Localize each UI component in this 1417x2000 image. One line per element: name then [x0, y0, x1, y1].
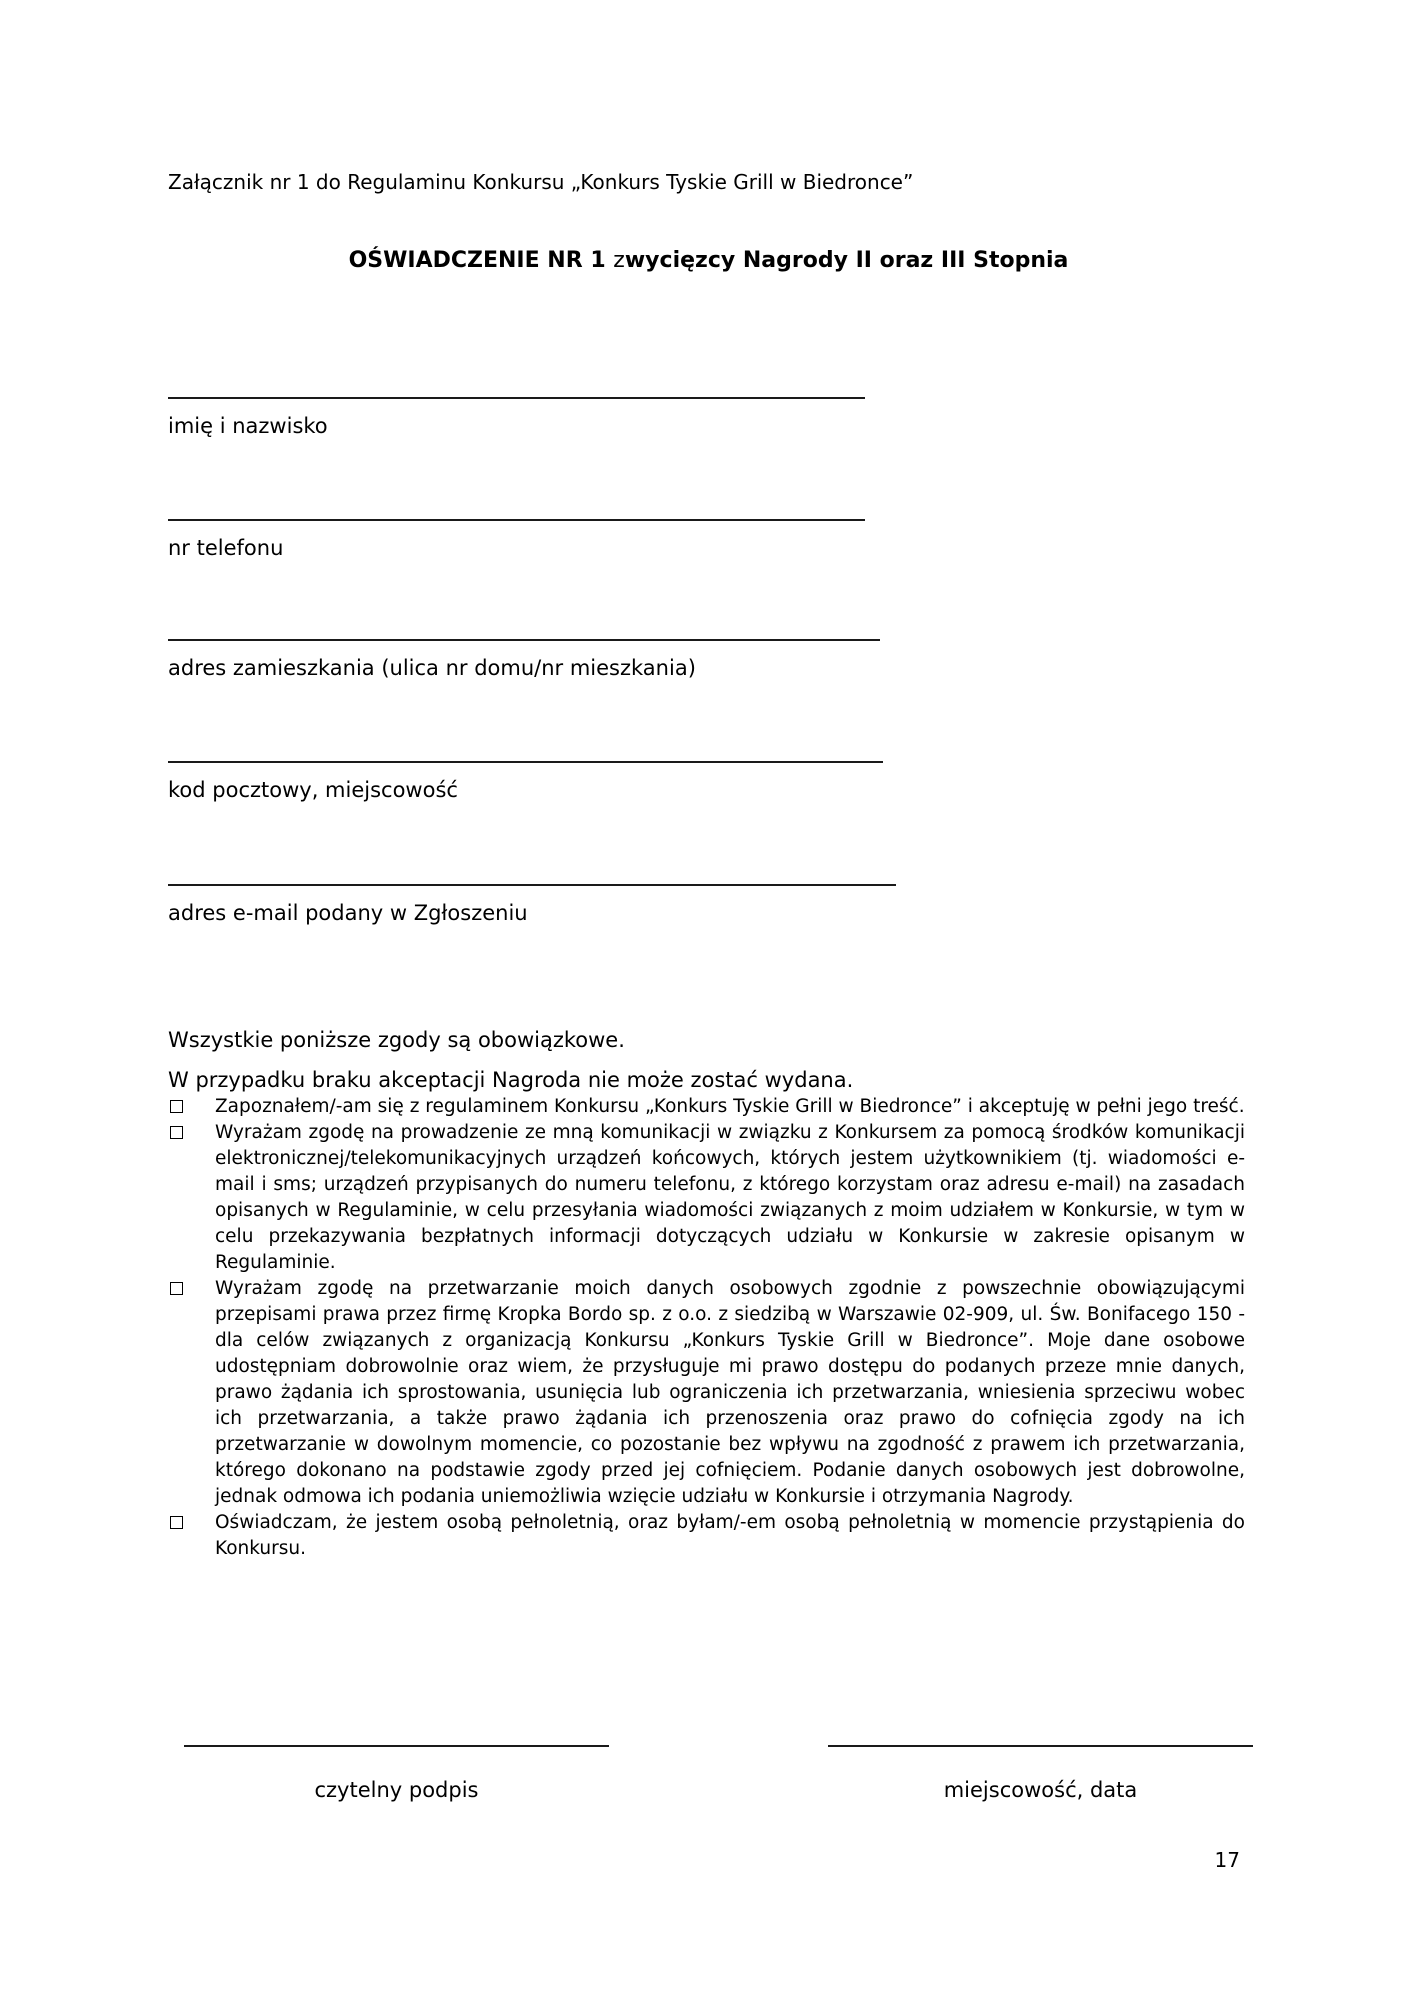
consents-intro-line-1: Wszystkie poniższe zgody są obowiązkowe.: [168, 1028, 625, 1052]
checkbox-icon[interactable]: [170, 1126, 183, 1139]
field-label-name: imię i nazwisko: [168, 414, 328, 438]
checkbox-icon[interactable]: [170, 1516, 183, 1529]
signature-line: [184, 1745, 609, 1747]
title-bold-part-2: wycięzcy Nagrody II oraz III Stopnia: [624, 248, 1069, 273]
blank-line-email: [168, 884, 896, 886]
consent-item-data-processing: [168, 1276, 1245, 1510]
consent-item-regulations: [168, 1094, 1245, 1120]
consent-item-communication: [168, 1120, 1245, 1276]
attachment-note: Załącznik nr 1 do Regulaminu Konkursu „Konkurs Tyskie Grill w Biedronce”: [168, 170, 914, 194]
title-regular-part: z: [613, 248, 625, 273]
blank-line-name: [168, 397, 865, 399]
blank-line-phone: [168, 519, 865, 521]
consent-item-adult-declaration: [168, 1510, 1245, 1562]
consent-text: Wyrażam zgodę na przetwarzanie moich danych osobowych zgodnie z powszechnie obowiązującymi przepisami prawa przez firmę Kropka Bordo sp. z o.o. z siedzibą w Warszawie 02-909, ul. Św. Bonifacego 150 - dla celów związanych z organizacją Konkursu „Konkurs Tyskie Grill w Biedronce”. Moje dane osobowe udostępniam dobrowolnie oraz wiem, że przysługuje mi prawo dostępu do podanych przeze mnie danych, prawo żądania ich sprostowania, usunięcia lub ograniczenia ich przetwarzania, wniesienia sprzeciwu wobec ich przetwarzania, a także prawo żądania ich przenoszenia oraz prawo do cofnięcia zgody na ich przetwarzanie w dowolnym momencie, co pozostanie bez wpływu na zgodność z prawem ich przetwarzania, którego dokonano na podstawie zgody przed jej cofnięciem. Podanie danych osobowych jest dobrowolne, jednak odmowa ich podania uniemożliwia wzięcie udziału w Konkursie i otrzymania Nagrody.: [215, 1278, 1245, 1507]
field-label-postal-city: kod pocztowy, miejscowość: [168, 778, 458, 802]
checkbox-icon[interactable]: [170, 1282, 183, 1295]
consent-text: Oświadczam, że jestem osobą pełnoletnią, oraz byłam/-em osobą pełnoletnią w momencie przystąpienia do Konkursu.: [215, 1512, 1245, 1559]
checkbox-icon[interactable]: [170, 1100, 183, 1113]
field-label-email: adres e-mail podany w Zgłoszeniu: [168, 901, 528, 925]
signature-caption-place-date: miejscowość, data: [943, 1778, 1138, 1802]
consent-text: Zapoznałem/-am się z regulaminem Konkursu „Konkurs Tyskie Grill w Biedronce” i akceptuję w pełni jego treść.: [215, 1096, 1245, 1117]
page-number: 17: [1214, 1848, 1240, 1872]
signature-caption-signature: czytelny podpis: [314, 1778, 479, 1802]
field-label-address: adres zamieszkania (ulica nr domu/nr mieszkania): [168, 656, 696, 680]
consents-intro: [168, 1020, 853, 1100]
document-title: [0, 248, 1417, 273]
blank-line-address: [168, 639, 880, 641]
consents-intro-line-2: W przypadku braku akceptacji Nagroda nie może zostać wydana.: [168, 1068, 854, 1092]
consent-list: [168, 1094, 1245, 1562]
field-label-phone: nr telefonu: [168, 536, 284, 560]
signature-line: [828, 1745, 1253, 1747]
blank-line-postal-city: [168, 761, 883, 763]
consent-text: Wyrażam zgodę na prowadzenie ze mną komunikacji w związku z Konkursem za pomocą środków komunikacji elektronicznej/telekomunikacyjnych urządzeń końcowych, których jestem użytkownikiem (tj. wiadomości e-mail i sms; urządzeń przypisanych do numeru telefonu, z którego korzystam oraz adresu e-mail) na zasadach opisanych w Regulaminie, w celu przesyłania wiadomości związanych z moim udziałem w Konkursie, w tym w celu przekazywania bezpłatnych informacji dotyczących udziału w Konkursie w zakresie opisanym w Regulaminie.: [215, 1122, 1245, 1273]
title-bold-part-1: OŚWIADCZENIE NR 1: [348, 248, 614, 273]
